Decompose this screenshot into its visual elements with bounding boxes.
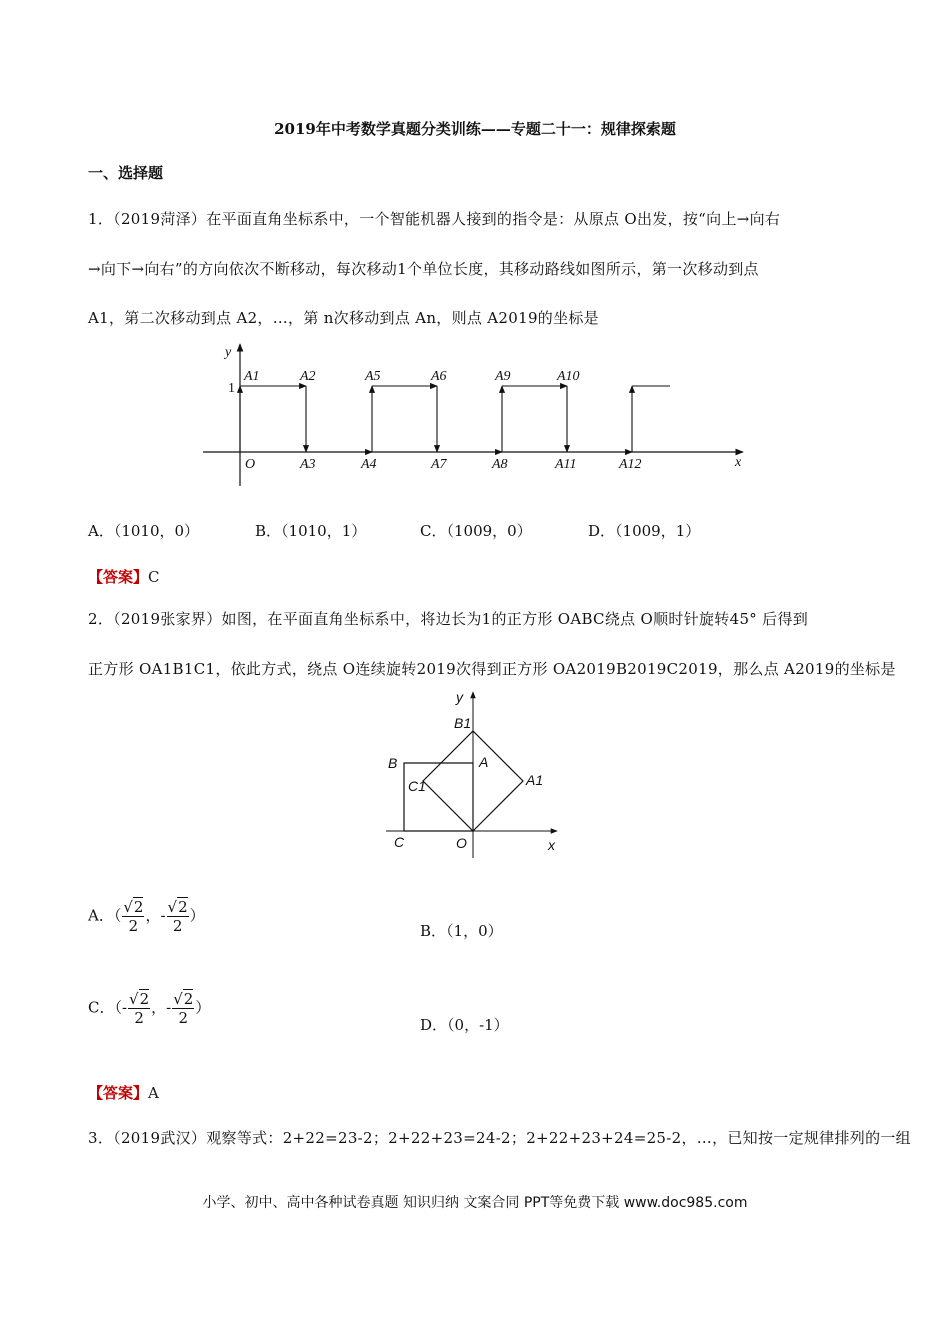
q1-option-b: B．（1010，1） (255, 522, 367, 540)
label-a6: A6 (431, 369, 447, 384)
fraction-sqrt2-over-2: $\frac{√2}{2}$ (173, 990, 194, 1027)
q1-line1: 1．（2019菏泽）在平面直角坐标系中，一个智能机器人接到的指令是：从原点 O出发，按“向上→向右 (88, 210, 781, 228)
label-c: C (394, 834, 405, 850)
q2-option-c: C．（- $\frac{√2}{2}$ ，- $\frac{√2}{2}$ ） (88, 990, 211, 1027)
label-a12: A12 (619, 457, 642, 472)
answer-label: 【答案】 (88, 1084, 149, 1102)
answer-value: C (148, 568, 160, 586)
page-title: 2019年中考数学真题分类训练——专题二十一：规律探索题 (274, 120, 676, 138)
label-b1: B1 (454, 715, 472, 731)
y-label: y (225, 345, 232, 360)
q2-option-d: D．（0，-1） (420, 1016, 509, 1034)
q2-option-a: A．（ $\frac{√2}{2}$ ，- $\frac{√2}{2}$ ） (88, 898, 205, 935)
fraction-sqrt2-over-2: $\frac{√2}{2}$ (167, 898, 188, 935)
q1-path-figure (195, 338, 770, 490)
q1-option-c: C．（1009，0） (420, 522, 532, 540)
page-footer: 小学、初中、高中各种试卷真题 知识归纳 文案合同 PPT等免费下载 www.doc985.com (202, 1195, 748, 1211)
answer-label: 【答案】 (88, 568, 149, 586)
q2-answer (88, 1082, 159, 1103)
label-a3: A3 (300, 457, 316, 472)
q2-line1: 2．（2019张家界）如图，在平面直角坐标系中，将边长为1的正方形 OABC绕点 O顺时针旋转45° 后得到 (88, 610, 809, 628)
label-a8: A8 (492, 457, 508, 472)
q3-line1: 3．（2019武汉）观察等式：2+22=23-2；2+22+23=24-2；2+22+23+24=25-2，…，已知按一定规律排列的一组 (88, 1129, 911, 1147)
fraction-sqrt2-over-2: $\frac{√2}{2}$ (123, 898, 144, 935)
x-label: x (735, 455, 742, 470)
label-a2: A2 (300, 369, 316, 384)
q1-option-d: D．（1009，1） (588, 522, 701, 540)
label-b: B (388, 755, 398, 771)
label-a1: A1 (244, 369, 260, 384)
label-a11: A11 (555, 457, 577, 472)
origin-label: O (456, 835, 467, 851)
label-a5: A5 (365, 369, 381, 384)
q1-line3: A1，第二次移动到点 A2，…，第 n次移动到点 An，则点 A2019的坐标是 (88, 309, 599, 327)
label-a: A (479, 754, 489, 770)
label-a4: A4 (361, 457, 377, 472)
section-heading: 一、选择题 (88, 164, 164, 182)
label-a1: A1 (526, 772, 544, 788)
label-a7: A7 (431, 457, 447, 472)
label-a9: A9 (495, 369, 511, 384)
q1-option-a: A．（1010，0） (88, 522, 200, 540)
origin-label: O (245, 457, 256, 472)
q1-answer (88, 566, 160, 587)
answer-value: A (148, 1084, 159, 1102)
label-a10: A10 (557, 369, 580, 384)
q2-option-b: B．（1，0） (420, 922, 503, 940)
unit-label: 1 (228, 381, 235, 396)
q2-rotation-figure (380, 688, 570, 860)
label-c1: C1 (408, 778, 426, 794)
q1-line2: →向下→向右”的方向依次不断移动，每次移动1个单位长度，其移动路线如图所示，第一次移动到点 (88, 260, 759, 278)
x-label: x (548, 837, 555, 853)
y-label: y (456, 689, 463, 705)
fraction-sqrt2-over-2: $\frac{√2}{2}$ (129, 990, 150, 1027)
q2-line2: 正方形 OA1B1C1，依此方式，绕点 O连续旋转2019次得到正方形 OA2019B2019C2019，那么点 A2019的坐标是 (88, 660, 896, 678)
